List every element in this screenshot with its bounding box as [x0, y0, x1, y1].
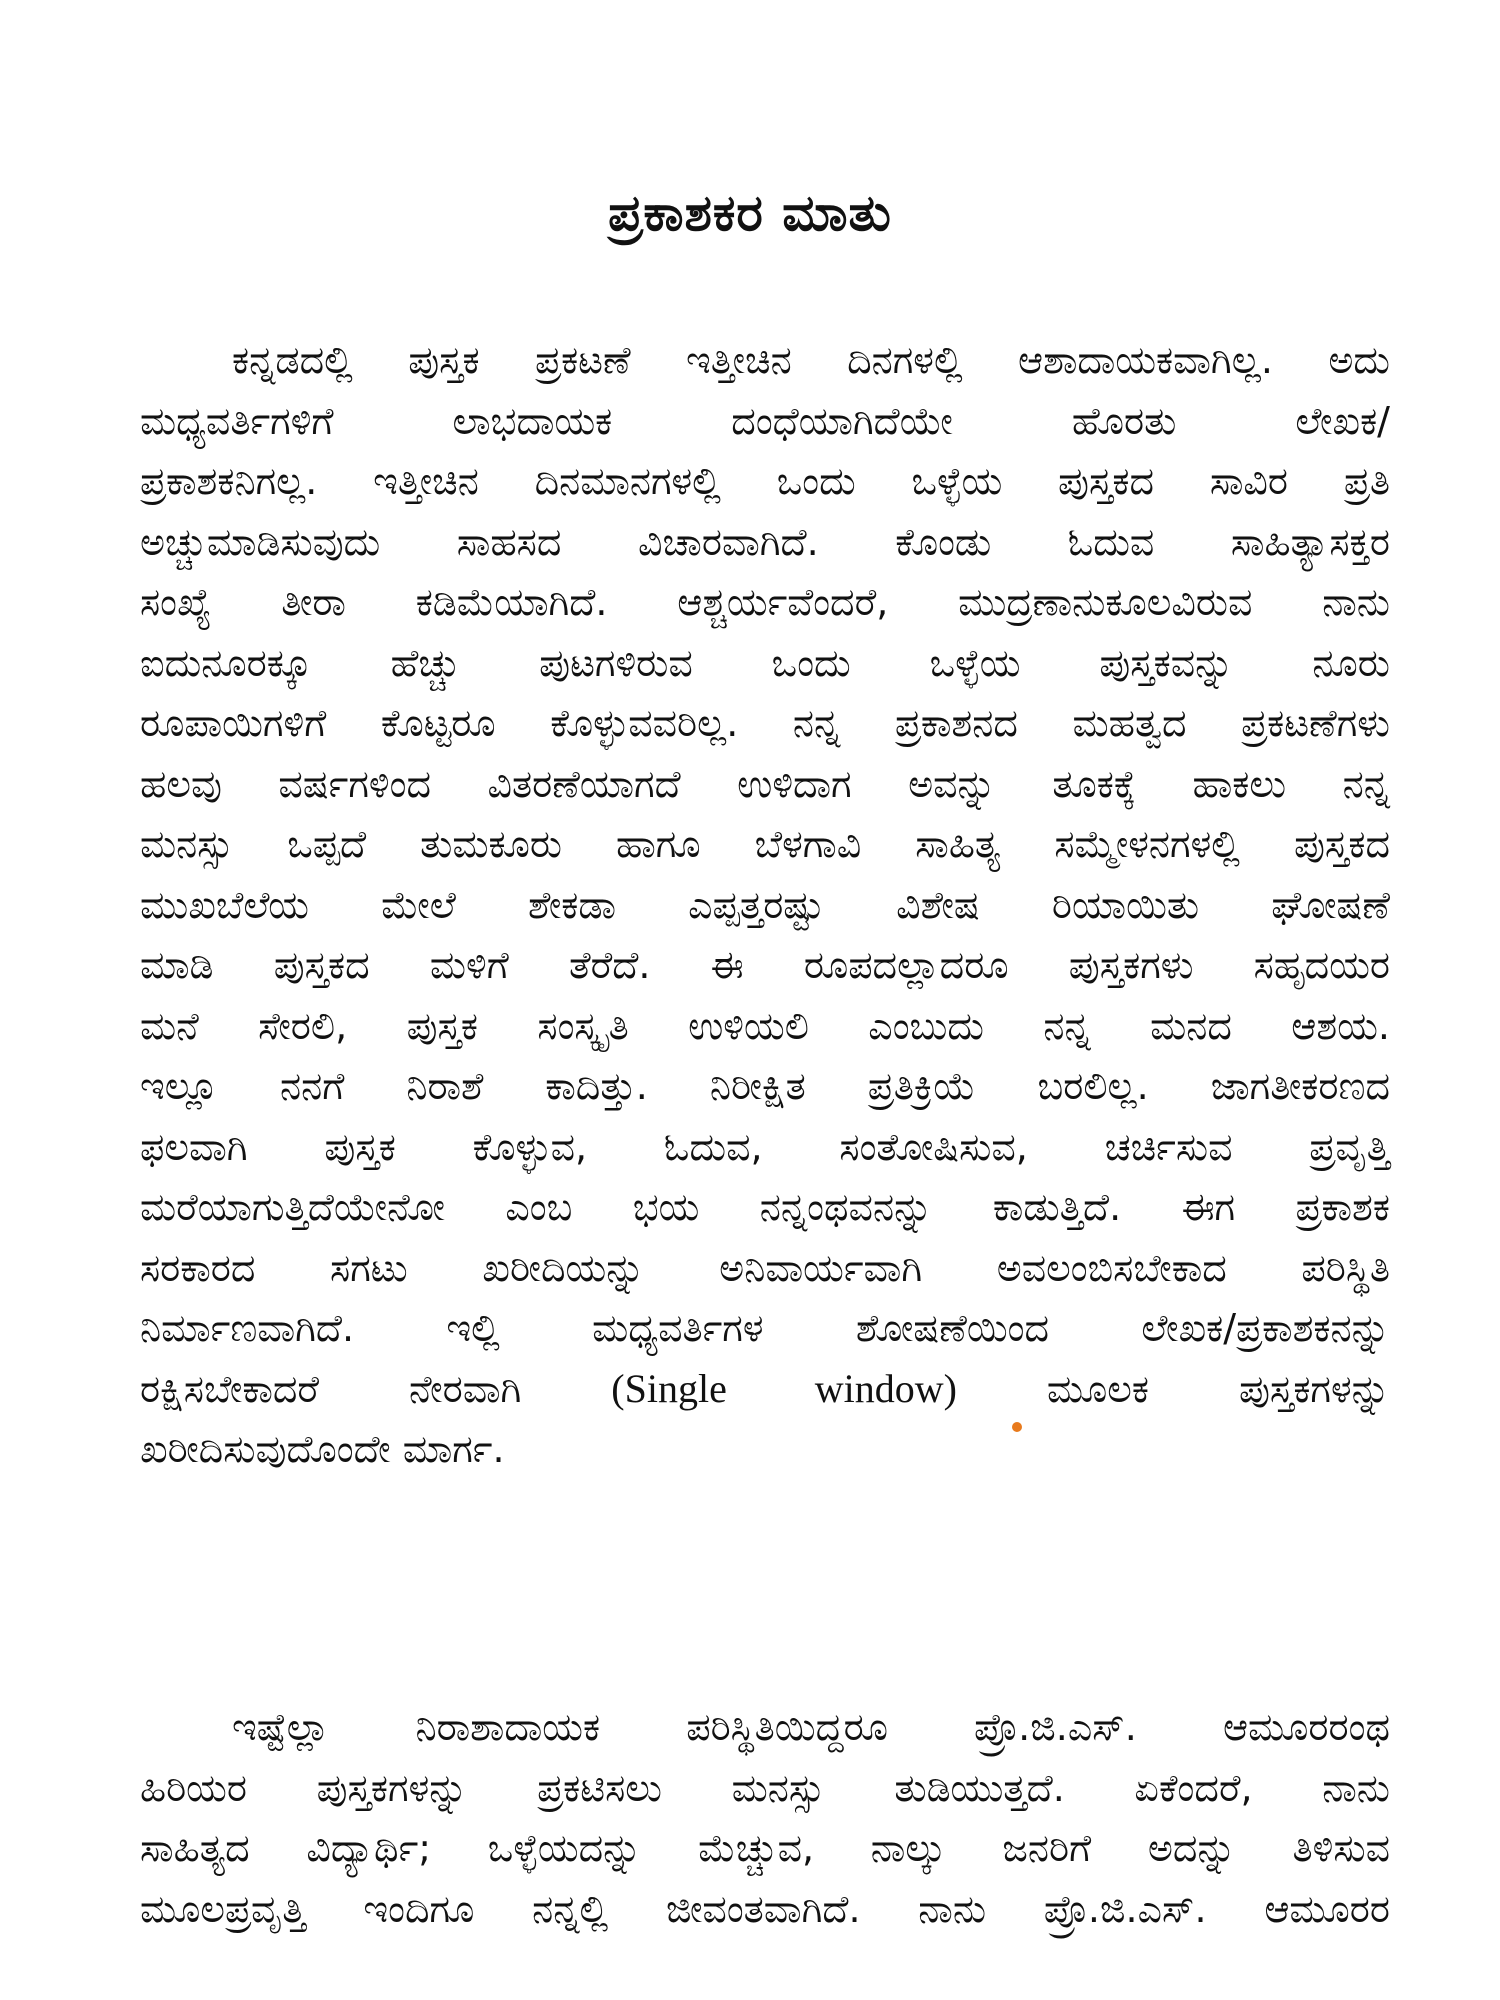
text-line: ಸಾಹಿತ್ಯದ ವಿದ್ಯಾರ್ಥಿ; ಒಳ್ಳೆಯದನ್ನು ಮೆಚ್ಚುವ, ನಾಲ್ಕು ಜನರಿಗೆ ಅದನ್ನು ತಿಳಿಸುವ [140, 1826, 1390, 1870]
text-line: ಹಲವು ವರ್ಷಗಳಿಂದ ವಿತರಣೆಯಾಗದೆ ಉಳಿದಾಗ ಅವನ್ನು ತೂಕಕ್ಕೆ ಹಾಕಲು ನನ್ನ [140, 761, 1390, 806]
text-line: ಮರೆಯಾಗುತ್ತಿದೆಯೇನೋ ಎಂಬ ಭಯ ನನ್ನಂಥವನನ್ನು ಕಾಡುತ್ತಿದೆ. ಈಗ ಪ್ರಕಾಶಕ [140, 1185, 1390, 1229]
text-line: ಅಚ್ಚುಮಾಡಿಸುವುದು ಸಾಹಸದ ವಿಚಾರವಾಗಿದೆ. ಕೊಂಡು ಓದುವ ಸಾಹಿತ್ಯಾಸಕ್ತರ [140, 519, 1390, 564]
text-line: ಮನಸ್ಸು ಒಪ್ಪದೆ ತುಮಕೂರು ಹಾಗೂ ಬೆಳಗಾವಿ ಸಾಹಿತ್ಯ ಸಮ್ಮೇಳನಗಳಲ್ಲಿ ಪುಸ್ತಕದ [140, 822, 1390, 866]
paragraph-1 [140, 330, 1390, 1480]
latin-phrase: (Single window) [611, 1365, 957, 1411]
text-line: ಮನೆ ಸೇರಲಿ, ಪುಸ್ತಕ ಸಂಸ್ಕೃತಿ ಉಳಿಯಲಿ ಎಂಬುದು ನನ್ನ ಮನದ ಆಶಯ. [140, 1003, 1390, 1048]
text-line: ಮಧ್ಯವರ್ತಿಗಳಿಗೆ ಲಾಭದಾಯಕ ದಂಧೆಯಾಗಿದೆಯೇ ಹೊರತು ಲೇಖಕ/ [140, 398, 1390, 443]
text-line: ಪ್ರಕಾಶಕನಿಗಲ್ಲ. ಇತ್ತೀಚಿನ ದಿನಮಾನಗಳಲ್ಲಿ ಒಂದು ಒಳ್ಳೆಯ ಪುಸ್ತಕದ ಸಾವಿರ ಪ್ರತಿ [140, 459, 1390, 503]
line-segment: ರಕ್ಷಿಸಬೇಕಾದರೆ ನೇರವಾಗಿ [140, 1366, 522, 1411]
text-line: ಕನ್ನಡದಲ್ಲಿ ಪುಸ್ತಕ ಪ್ರಕಟಣೆ ಇತ್ತೀಚಿನ ದಿನಗಳಲ್ಲಿ ಆಶಾದಾಯಕವಾಗಿಲ್ಲ. ಅದು [232, 338, 1390, 382]
text-line: ಇಷ್ಟೆಲ್ಲಾ ನಿರಾಶಾದಾಯಕ ಪರಿಸ್ಥಿತಿಯಿದ್ದರೂ ಪ್ರೊ.ಜಿ.ಎಸ್. ಆಮೂರರಂಥ [232, 1705, 1390, 1749]
text-line: ಫಲವಾಗಿ ಪುಸ್ತಕ ಕೊಳ್ಳುವ, ಓದುವ, ಸಂತೋಷಿಸುವ, ಚರ್ಚಿಸುವ ಪ್ರವೃತ್ತಿ [140, 1124, 1390, 1169]
page-title: ಪ್ರಕಾಶಕರ ಮಾತು [608, 184, 892, 242]
text-line: ಇಲ್ಲೂ ನನಗೆ ನಿರಾಶೆ ಕಾದಿತ್ತು. ನಿರೀಕ್ಷಿತ ಪ್ರತಿಕ್ರಿಯೆ ಬರಲಿಲ್ಲ. ಜಾಗತೀಕರಣದ [140, 1064, 1390, 1108]
ink-speck [1012, 1422, 1022, 1432]
line-segment: ಮೂಲಕ ಪುಸ್ತಕಗಳನ್ನು [1046, 1366, 1390, 1411]
text-line-mixed [140, 1359, 1390, 1420]
paragraph-2 [140, 1697, 1390, 1939]
text-line: ಸಂಖ್ಯೆ ತೀರಾ ಕಡಿಮೆಯಾಗಿದೆ. ಆಶ್ಚರ್ಯವೆಂದರೆ, ಮುದ್ರಣಾನುಕೂಲವಿರುವ ನಾನು [140, 580, 1390, 624]
text-line: ಸರಕಾರದ ಸಗಟು ಖರೀದಿಯನ್ನು ಅನಿವಾರ್ಯವಾಗಿ ಅವಲಂಬಿಸಬೇಕಾದ ಪರಿಸ್ಥಿತಿ [140, 1245, 1390, 1290]
text-line: ಐದುನೂರಕ್ಕೂ ಹೆಚ್ಚು ಪುಟಗಳಿರುವ ಒಂದು ಒಳ್ಳೆಯ ಪುಸ್ತಕವನ್ನು ನೂರು [140, 640, 1390, 685]
text-line: ಖರೀದಿಸುವುದೊಂದೇ ಮಾರ್ಗ. [140, 1427, 505, 1471]
text-line: ಮಾಡಿ ಪುಸ್ತಕದ ಮಳಿಗೆ ತೆರೆದೆ. ಈ ರೂಪದಲ್ಲಾದರೂ ಪುಸ್ತಕಗಳು ಸಹೃದಯರ [140, 943, 1390, 987]
text-line: ಮುಖಬೆಲೆಯ ಮೇಲೆ ಶೇಕಡಾ ಎಪ್ಪತ್ತರಷ್ಟು ವಿಶೇಷ ರಿಯಾಯಿತು ಘೋಷಣೆ [140, 882, 1390, 927]
text-line: ನಿರ್ಮಾಣವಾಗಿದೆ. ಇಲ್ಲಿ ಮಧ್ಯವರ್ತಿಗಳ ಶೋಷಣೆಯಿಂದ ಲೇಖಕ/ಪ್ರಕಾಶಕನನ್ನು [140, 1306, 1390, 1350]
text-line: ಮೂಲಪ್ರವೃತ್ತಿ ಇಂದಿಗೂ ನನ್ನಲ್ಲಿ ಜೀವಂತವಾಗಿದೆ. ನಾನು ಪ್ರೊ.ಜಿ.ಎಸ್. ಆಮೂರರ [140, 1886, 1390, 1931]
text-line: ರೂಪಾಯಿಗಳಿಗೆ ಕೊಟ್ಟರೂ ಕೊಳ್ಳುವವರಿಲ್ಲ. ನನ್ನ ಪ್ರಕಾಶನದ ಮಹತ್ವದ ಪ್ರಕಟಣೆಗಳು [140, 701, 1390, 745]
text-line: ಹಿರಿಯರ ಪುಸ್ತಕಗಳನ್ನು ಪ್ರಕಟಿಸಲು ಮನಸ್ಸು ತುಡಿಯುತ್ತದೆ. ಏಕೆಂದರೆ, ನಾನು [140, 1765, 1390, 1810]
